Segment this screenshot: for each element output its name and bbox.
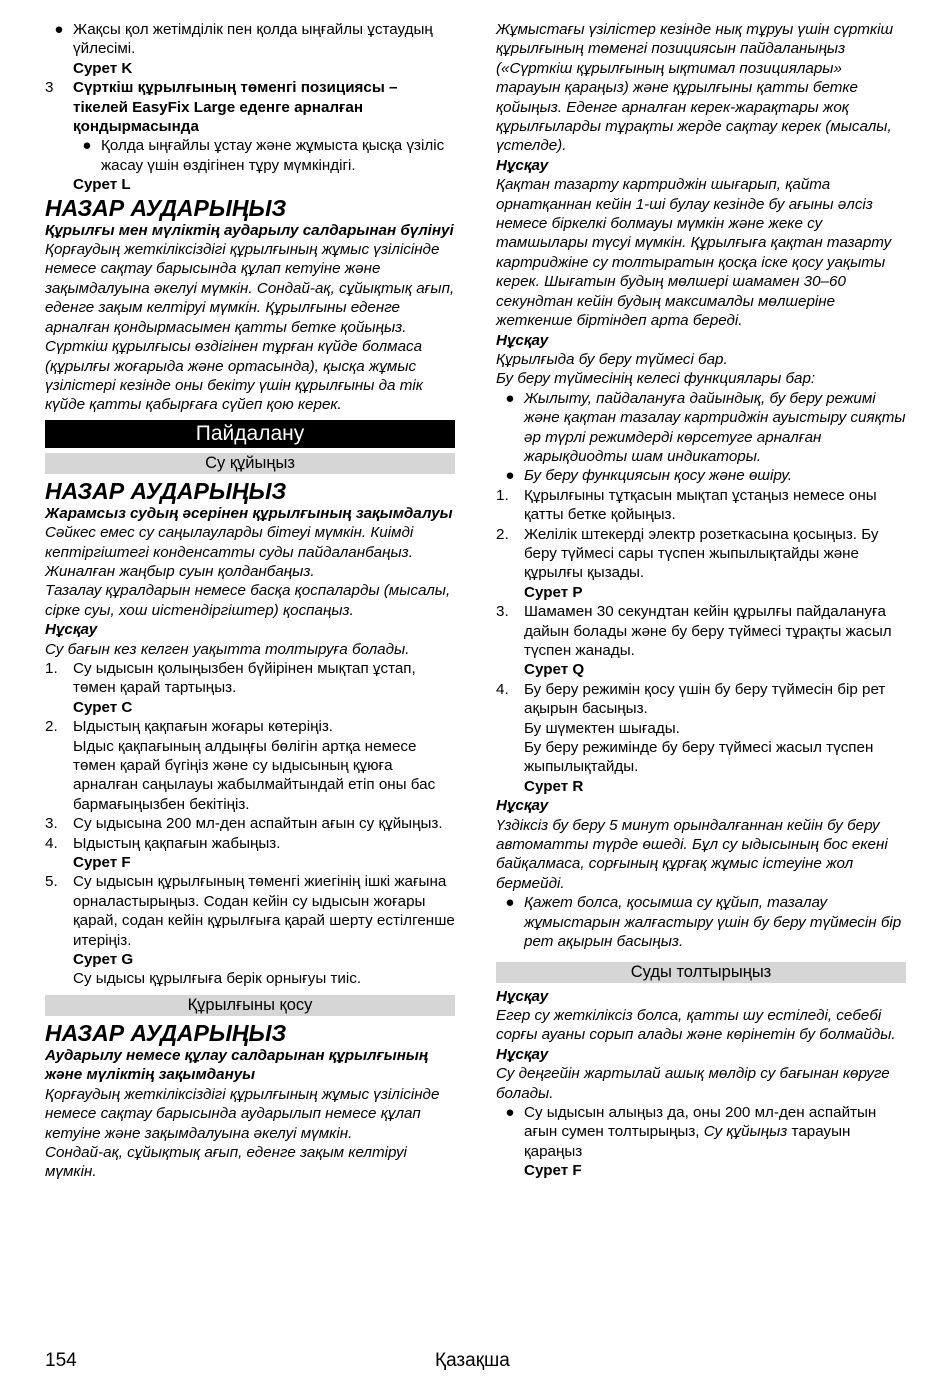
step-number: 1. (496, 486, 509, 504)
item-title: Сүрткіш құрылғының төменгі позициясы – тікелей EasyFix Large еденге арналған қондырмасында (73, 79, 398, 136)
step-text: Бу шүмектен шығады. (524, 719, 680, 737)
step-item (496, 680, 906, 719)
step-item (45, 717, 455, 736)
subsection-title: Құрылғыны қосу (45, 995, 455, 1016)
step-text: Бу беру режимінде бу беру түймесі жасыл түспен жыпылықтайды. (524, 739, 874, 776)
left-column (45, 20, 455, 1182)
note-text: Су деңгейін жартылай ашық мөлдір су бағынан көруге болады. (496, 1065, 890, 1102)
warning-subtitle: Жарамсыз судың әсерінен құрылғының зақымдалуы (45, 504, 453, 522)
figure-ref: Сурет K (73, 59, 133, 77)
step-item (496, 486, 906, 525)
figure-ref: Сурет R (524, 777, 584, 795)
bullet-marker: ● (54, 21, 64, 38)
step-number: 2. (45, 718, 58, 736)
bullet-text: Қолда ыңғайлы ұстау және жұмыста қысқа үзіліс жасау үшін өздігінен тұру мүмкіндігі. (101, 137, 445, 174)
bullet-text: Жақсы қол жетімділік пен қолда ыңғайлы ұстаудың үйлесімі. (73, 21, 433, 58)
warning-heading: НАЗАР АУДАРЫҢЫЗ (45, 477, 287, 504)
note-label: Нұсқау (496, 797, 549, 815)
warning-heading: НАЗАР АУДАРЫҢЫЗ (45, 194, 287, 221)
warning-subtitle: Құрылғы мен мүліктің аударылу салдарынан бүлінуі (45, 221, 454, 239)
bullet-item (496, 893, 906, 951)
step-item (496, 602, 906, 660)
bullet-marker: ● (505, 467, 515, 485)
warning-text: Жиналған жаңбыр суын қолданбаңыз. (45, 562, 315, 580)
bullet-text-part: Су ыдысын алыңыз да, оны 200 мл-ден аспайтын ағын сумен толтырыңыз, (524, 1103, 877, 1141)
right-column (496, 20, 906, 1181)
warning-text: Сондай-ақ, сұйықтық ағып, еденге зақым келтіруі мүмкін. (45, 1143, 407, 1181)
note-text: Егер су жеткіліксіз болса, қатты шу естіледі, себебі сорғы ауаны сорып алады және көрінетін бу болмайды. (496, 1006, 896, 1044)
step-number: 4. (45, 834, 58, 852)
language-label: Қазақша (435, 1350, 510, 1371)
step-text: Ыдыстың қақпағын жоғары көтеріңіз. (73, 718, 334, 736)
note-label: Нұсқау (496, 331, 549, 349)
step-item (45, 659, 455, 698)
bullet-text (524, 1103, 906, 1161)
figure-ref: Сурет F (524, 1162, 582, 1180)
step-text: Құрылғыны тұтқасын мықтап ұстаңыз немесе оны қатты бетке қойыңыз. (524, 486, 877, 524)
note-label: Нұсқау (496, 156, 549, 174)
bullet-marker: ● (82, 137, 92, 155)
bullet-item (45, 136, 455, 175)
section-title: Пайдалану (45, 420, 455, 448)
bullet-item (496, 466, 906, 485)
step-number: 3. (496, 603, 509, 621)
note-label: Нұсқау (496, 1045, 549, 1063)
step-item (45, 872, 455, 950)
item-number: 3 (45, 79, 54, 97)
step-text: Шамамен 30 секундтан кейін құрылғы пайдалануға дайын болады және бу беру түймесі тұрақты жасыл түспен жанады. (524, 603, 892, 659)
bullet-marker: ● (505, 894, 515, 912)
step-number: 4. (496, 680, 509, 698)
warning-text: Қорғаудың жеткіліксіздігі құрылғының жұмыс үзілісінде немесе сақтау барысында аударылып немесе құлап кетуіне және зақымдалуына әкелуі мүмкін. (45, 1085, 440, 1142)
step-item (45, 834, 455, 853)
subsection-title: Суды толтырыңыз (496, 962, 906, 983)
bullet-item (496, 389, 906, 467)
step-number: 1. (45, 659, 58, 677)
note-text: Үздіксіз бу беру 5 минут орындалғаннан кейін бу беру автоматты түрде өшеді. Бұл су ыдысының бос екені байқалмаса, сорғының құрғақ жұмыс істеуіне жол бермейді. (496, 816, 888, 892)
step-number: 2. (496, 525, 509, 543)
figure-ref: Сурет P (524, 583, 583, 601)
chapter-link[interactable]: Су құйыңыз (703, 1123, 788, 1141)
warning-text: Сәйкес емес су саңылауларды бітеуі мүмкін. Киімді кептіргіштегі конденсатты суды пайдаланбаңыз. (45, 524, 414, 561)
warning-text: Қорғаудың жеткіліксіздігі құрылғының жұмыс үзілісінде немесе сақтау барысында құлап кетуіне және зақымдалуына әкелуі мүмкін. Сондай-ақ, сұйықтық ағып, еденге зақым келтіруі мүмкін. Құрылғыны еденге арналған қондырмасымен қатты бетке қойыңыз. Сүрткіш құрылғысы өздігінен тұрған күйде болмаса (құрылғы жоғарыда және ортасында), қысқа жұмыс үзілістері кезінде оны бекіту үшін құрылғыны да тік күйде қатты қабырғаға сүйеп қою керек. (45, 241, 455, 414)
step-note: Су ыдысы құрылғыға берік орнығуы тиіс. (73, 970, 362, 988)
page-number: 154 (45, 1350, 77, 1371)
bullet-text: Бу беру функциясын қосу және өшіру. (524, 467, 793, 485)
numbered-item (45, 78, 455, 136)
figure-ref: Сурет Q (524, 661, 585, 679)
note-label: Нұсқау (45, 621, 98, 639)
figure-ref: Сурет C (73, 698, 133, 716)
bullet-text: Жылыту, пайдалануға дайындық, бу беру режимі және қақтан тазалау картриджін ауыстыру сияқты әр түрлі режимдерді көрсетуге арналған жарықдиодты шам индикаторы. (524, 389, 906, 465)
step-item (496, 525, 906, 583)
step-number: 3. (45, 815, 58, 833)
bullet-item (496, 1103, 906, 1161)
subsection-title: Су құйыңыз (45, 453, 455, 474)
figure-ref: Сурет L (73, 176, 131, 194)
bullet-marker: ● (505, 1103, 515, 1121)
note-text: Құрылғыда бу беру түймесі бар. (496, 350, 728, 368)
bullet-text: Қажет болса, қосымша су құйып, тазалау жұмыстарын жалғастыру үшін бу беру түймесін бір рет ақырын басыңыз. (524, 894, 902, 951)
step-number: 5. (45, 873, 58, 891)
step-text: Су ыдысын құрылғының төменгі жиегінің ішкі жағына орналастырыңыз. Содан кейін су ыдысын жоғары қарай, содан кейін құрылғыға қарай шерту естілгенше итеріңіз. (73, 873, 455, 949)
step-text: Ыдыс қақпағының алдыңғы бөлігін артқа немесе төмен қарай бүгіңіз және су ыдысының құюға арналған саңылауы жабылмайтындай етіп оны бас бармағыңызбен бекітіңіз. (73, 737, 436, 813)
step-text: Желілік штекерді электр розеткасына қосыңыз. Бу беру түймесі сары түспен жыпылықтайды және құрылғы қызады. (524, 525, 879, 582)
warning-subtitle: Аударылу немесе құлау салдарынан құрылғының және мүліктің зақымдануы (45, 1046, 429, 1084)
figure-ref: Сурет F (73, 854, 131, 872)
step-text: Бу беру режимін қосу үшін бу беру түймесін бір рет ақырын басыңыз. (524, 680, 886, 718)
step-text: Ыдыстың қақпағын жабыңыз. (73, 834, 281, 852)
warning-heading: НАЗАР АУДАРЫҢЫЗ (45, 1019, 287, 1046)
note-text: Қақтан тазарту картриджін шығарып, қайта орнатқаннан кейін 1-ші булау кезінде бу ағыны әлсіз немесе біркелкі болмауы мүмкін және жеке су тамшылары түсуі мүмкін. Құрылғыға қақтан тазарту картриджіне су толтыратын қосқа іске қосу уақыты керек. Шығатын будың мөлшері шамамен 30–60 секундтан кейін будың максималды мөлшеріне жеткенше біртіндеп арта береді. (496, 176, 892, 330)
step-text: Су ыдысын қолыңызбен бүйірінен мықтап ұстап, төмен қарай тартыңыз. (73, 659, 416, 697)
note-label: Нұсқау (496, 987, 549, 1005)
warning-text: Тазалау құралдарын немесе басқа қоспаларды (мысалы, сірке суы, хош иістендіргіштер) қоспаңыз. (45, 582, 451, 619)
bullet-text-part: тарауын қараңыз (524, 1123, 851, 1160)
warning-text: Жұмыстағы үзілістер кезінде нық тұруы үшін сүрткіш құрылғының төменгі позициясын пайдаланыңыз («Сүрткіш құрылғының ықтимал позициялары» тарауын қараңыз) және құрылғыны қатты бетке қойыңыз. Еденге арналған керек-жарақтары жоқ құрылғыларды тұрақты жерде сақтау керек (мысалы, үстелде). (496, 21, 894, 155)
bullet-marker: ● (505, 389, 515, 407)
step-item (45, 814, 455, 833)
bullet-item (45, 20, 455, 59)
step-text: Су ыдысына 200 мл-ден аспайтын ағын су құйыңыз. (73, 815, 443, 833)
figure-ref: Сурет G (73, 951, 134, 969)
note-text: Бу беру түймесінің келесі функциялары бар: (496, 370, 816, 388)
note-text: Су бағын кез келген уақытта толтыруға болады. (45, 640, 410, 658)
